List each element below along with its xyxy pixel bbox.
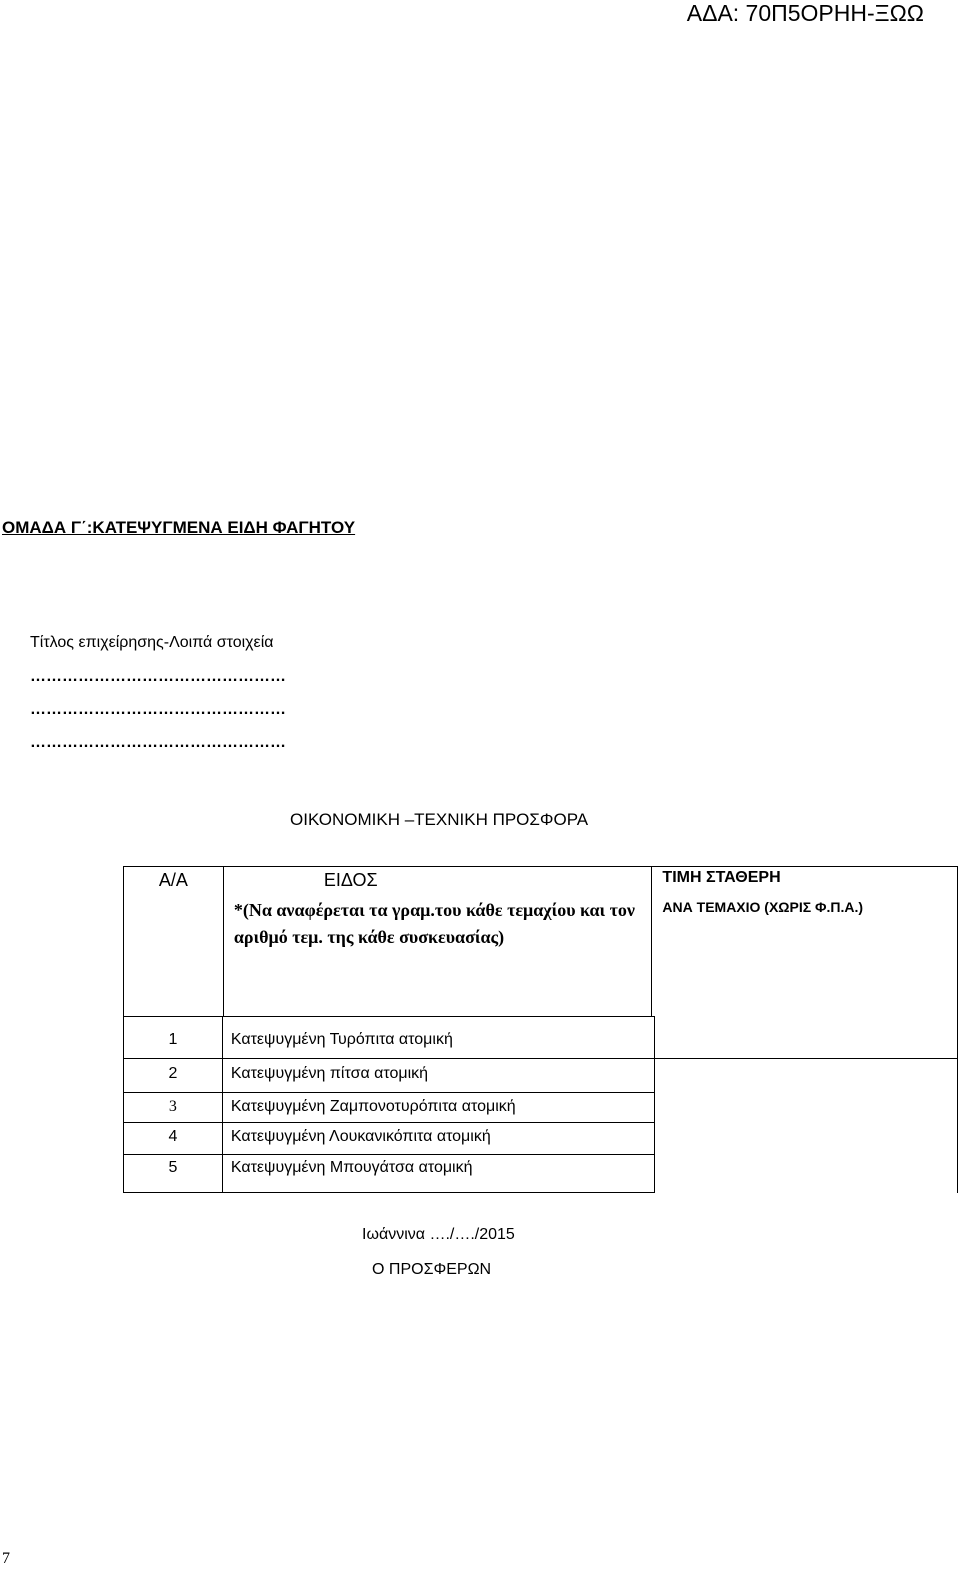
table-row — [124, 1017, 958, 1059]
column-header-aa-label: Α/Α — [158, 870, 188, 890]
place-date: Ιωάννινα …./…./2015 — [362, 1226, 515, 1243]
row-number: 2 — [124, 1059, 223, 1093]
offer-table — [123, 866, 958, 1017]
row-number: 5 — [124, 1155, 223, 1193]
group-title: ΟΜΑΔΑ Γ΄:ΚΑΤΕΨΥΓΜΕΝΑ ΕΙΔΗ ΦΑΓΗΤΟΥ — [2, 518, 356, 537]
row-description: Κατεψυγμένη πίτσα ατομική — [222, 1059, 655, 1093]
row-description: Κατεψυγμένη Λουκανικόπιτα ατομική — [222, 1123, 655, 1155]
dotted-line-3: ………………………………………… — [30, 734, 286, 751]
column-header-item-note: *(Να αναφέρεται τα γραμ.του κάθε τεμαχίου και τον αριθμό τεμ. της κάθε συσκευασίας) — [233, 900, 635, 947]
table-row — [124, 1059, 958, 1093]
row-number: 4 — [124, 1123, 223, 1155]
dotted-line-1: ………………………………………… — [30, 668, 286, 685]
row-description: Κατεψυγμένη Μπουγάτσα ατομική — [222, 1155, 655, 1193]
column-header-item — [223, 867, 652, 1017]
row-number: 1 — [124, 1017, 223, 1059]
offer-title: ΟΙΚΟΝΟΜΙΚΗ –ΤΕΧΝΙΚΗ ΠΡΟΣΦΟΡΑ — [290, 810, 589, 829]
dotted-line-2: ………………………………………… — [30, 701, 286, 718]
row-description: Κατεψυγμένη Τυρόπιτα ατομική — [222, 1017, 655, 1059]
row-number: 3 — [124, 1093, 223, 1123]
row-price-cell[interactable] — [655, 1017, 958, 1059]
column-header-item-label: ΕΙΔΟΣ — [323, 870, 378, 890]
row-price-cell[interactable] — [655, 1059, 958, 1193]
row-description: Κατεψυγμένη Ζαμπονοτυρόπιτα ατομική — [222, 1093, 655, 1123]
column-header-price — [652, 867, 958, 1017]
offer-table-rows — [123, 1058, 958, 1193]
business-info-label: Τίτλος επιχείρησης-Λοιπά στοιχεία — [30, 634, 274, 651]
ada-header: ΑΔΑ: 70Π5ΟΡΗΗ-ΞΩΩ — [686, 0, 924, 26]
table-header-row — [124, 867, 958, 1017]
column-header-price-line2: ΑΝΑ ΤΕΜΑΧΙΟ (ΧΩΡΙΣ Φ.Π.Α.) — [662, 899, 864, 915]
page-number: 7 — [2, 1550, 10, 1567]
column-header-aa — [124, 867, 224, 1017]
column-header-price-line1: ΤΙΜΗ ΣΤΑΘΕΡΗ — [662, 869, 781, 886]
offer-table-body — [123, 1016, 958, 1059]
offerer-signature-label: Ο ΠΡΟΣΦΕΡΩΝ — [372, 1261, 492, 1278]
